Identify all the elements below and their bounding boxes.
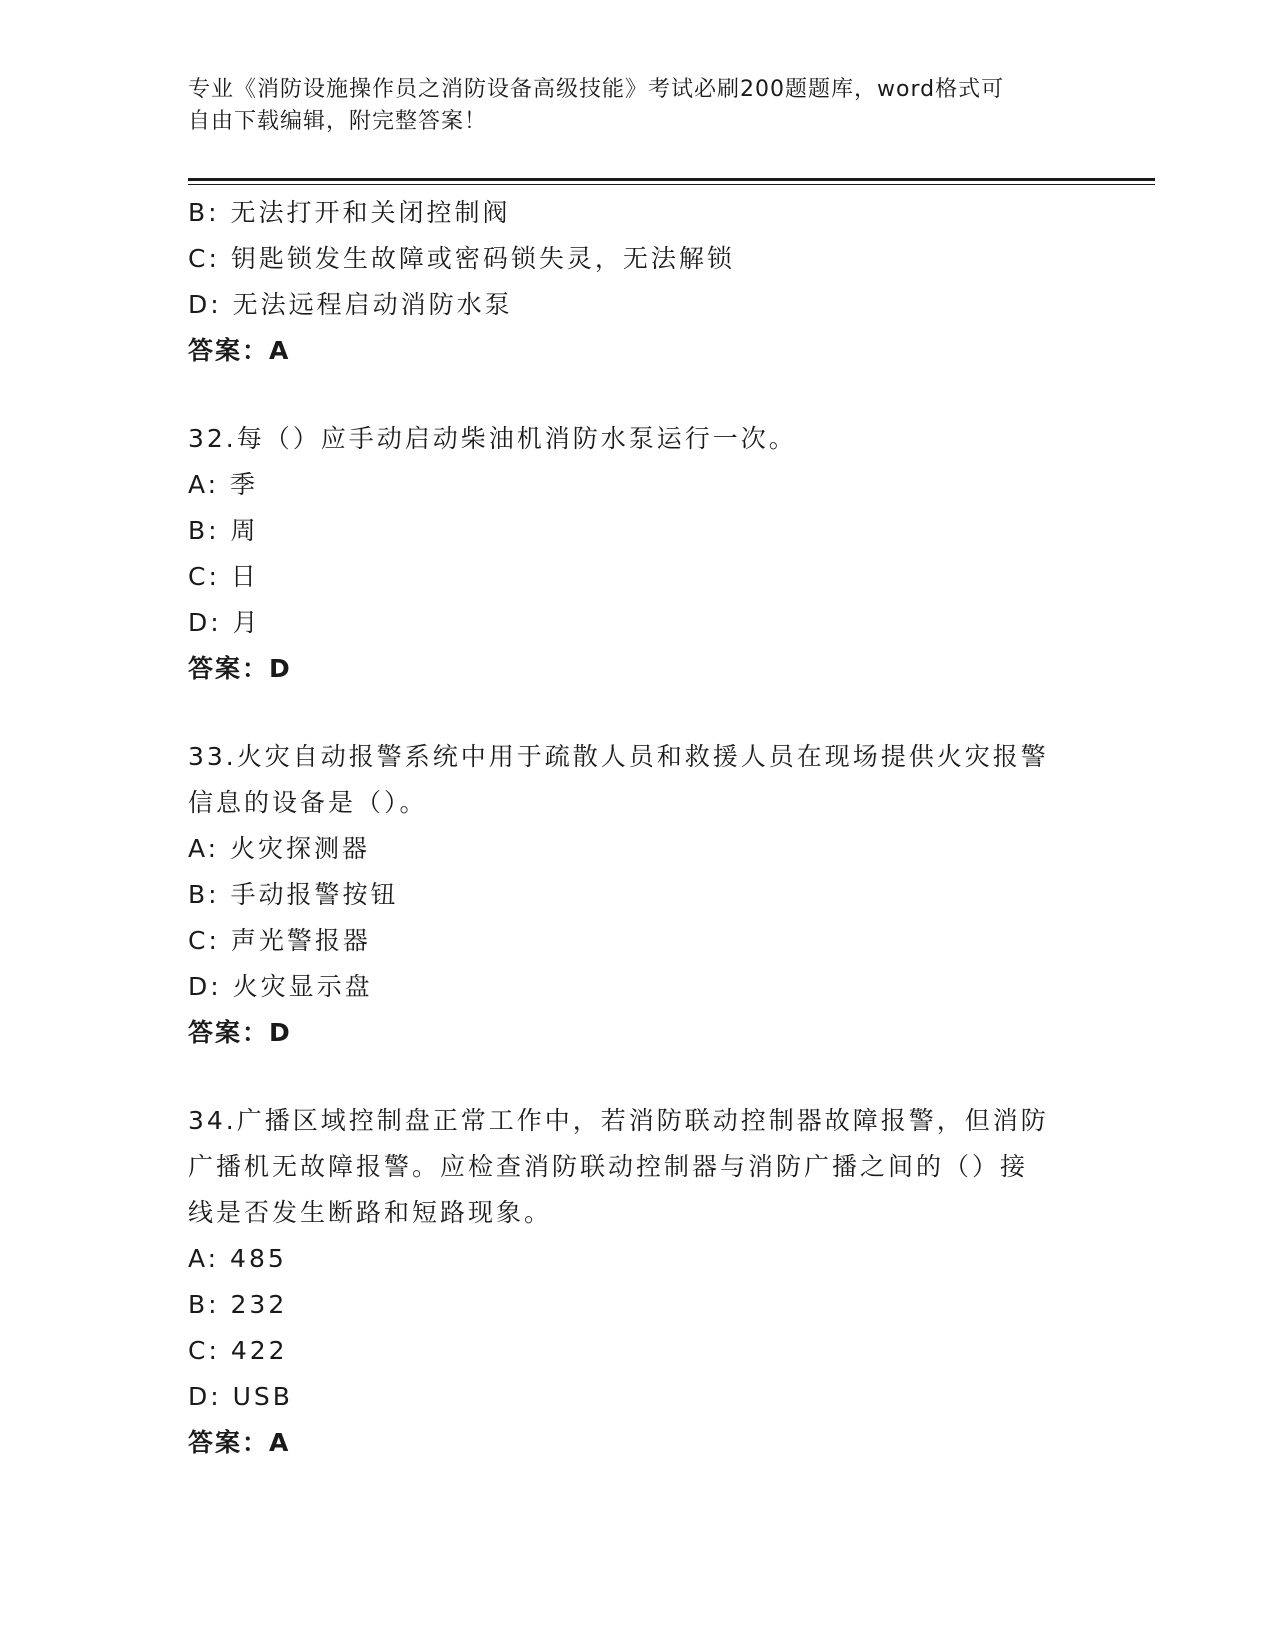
option-b: B: 周 — [188, 516, 259, 545]
option-c: C: 声光警报器 — [188, 926, 371, 955]
question-text-line-1: 34.广播区域控制盘正常工作中，若消防联动控制器故障报警，但消防 — [188, 1106, 1049, 1135]
option-d: D: USB — [188, 1382, 293, 1411]
option-d: D: 月 — [188, 608, 261, 637]
document-header — [188, 74, 1068, 138]
answer-line: 答案：A — [188, 1428, 291, 1457]
question-text-line-3: 线是否发生断路和短路现象。 — [188, 1198, 553, 1227]
question-block-31-continued — [188, 190, 1088, 374]
option-a: A: 485 — [188, 1244, 287, 1273]
question-text-line-1: 33.火灾自动报警系统中用于疏散人员和救援人员在现场提供火灾报警 — [188, 742, 1049, 771]
question-block-34 — [188, 1098, 1088, 1466]
option-b: B: 无法打开和关闭控制阀 — [188, 198, 511, 227]
option-b: B: 232 — [188, 1290, 288, 1319]
question-text-line-2: 广播机无故障报警。应检查消防联动控制器与消防广播之间的（）接 — [188, 1152, 1029, 1181]
question-block-32 — [188, 416, 1088, 692]
header-divider-thin — [188, 184, 1155, 185]
option-c: C: 422 — [188, 1336, 288, 1365]
header-line-2: 自由下载编辑，附完整答案！ — [188, 109, 488, 134]
option-b: B: 手动报警按钮 — [188, 880, 399, 909]
question-text: 32.每（）应手动启动柴油机消防水泵运行一次。 — [188, 424, 797, 453]
option-d: D: 火灾显示盘 — [188, 972, 373, 1001]
option-a: A: 火灾探测器 — [188, 834, 371, 863]
question-text — [188, 734, 1088, 826]
question-list — [188, 190, 1088, 1466]
option-a: A: 季 — [188, 470, 259, 499]
option-c: C: 日 — [188, 562, 259, 591]
answer-line: 答案：D — [188, 1018, 292, 1047]
question-block-33 — [188, 734, 1088, 1056]
answer-line: 答案：A — [188, 336, 291, 365]
answer-line: 答案：D — [188, 654, 292, 683]
option-c: C: 钥匙锁发生故障或密码锁失灵，无法解锁 — [188, 244, 735, 273]
option-d: D: 无法远程启动消防水泵 — [188, 290, 513, 319]
header-divider-thick — [188, 178, 1155, 181]
question-text-line-2: 信息的设备是（）。 — [188, 788, 428, 817]
question-text — [188, 1098, 1088, 1236]
header-line-1: 专业《消防设施操作员之消防设备高级技能》考试必刷200题题库，word格式可 — [188, 77, 1005, 102]
